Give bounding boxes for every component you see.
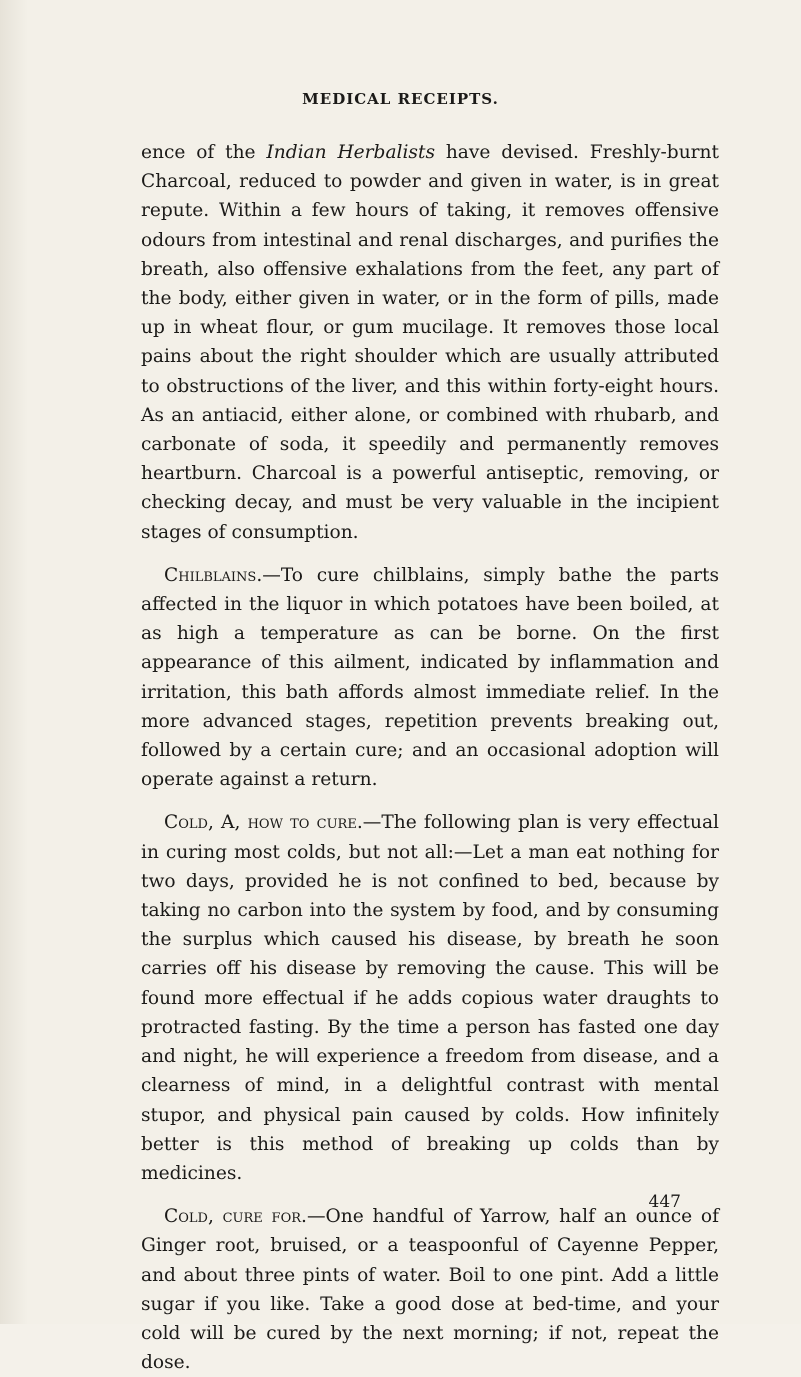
paragraph-charcoal-pre: ence of the: [141, 142, 267, 163]
page-edge-shadow: [0, 0, 28, 1324]
paragraph-charcoal-post: have devised. Freshly-burnt Charcoal, reduced to powder and given in water, is in great repute. Within a few hours of taking, it removes offensive odours from intestinal and renal discharges, and purifies the breath, also offensive exhalations from the feet, any part of the body, either given in water, or in the form of pills, made up in wheat flour, or gum mucilage. It removes those local pains about the right shoulder which are usually attributed to obstructions of the liver, and this within forty-eight hours. As an antiacid, either alone, or combined with rhubarb, and carbonate of soda, it speedily and permanently removes heartburn. Charcoal is a powerful antiseptic, removing, or checking decay, and must be very valuable in the incipient stages of consumption.: [141, 142, 720, 543]
body-text: [141, 138, 719, 1377]
page-number: 447: [648, 1192, 681, 1212]
cold-cure-for-heading: Cold, cure for.: [164, 1206, 307, 1228]
running-title: MEDICAL RECEIPTS.: [302, 90, 499, 108]
cold-how-to-cure-heading: Cold, A, how to cure.: [164, 812, 363, 834]
paragraph-cold-how-to-cure: [141, 808, 719, 1188]
indian-herbalists-italic: Indian Herbalists: [266, 142, 435, 163]
chilblains-heading: Chilblains.: [164, 564, 263, 586]
paragraph-chilblains: [141, 561, 719, 795]
cold-how-to-cure-body: —The following plan is very effectual in curing most colds, but not all:—Let a man eat nothing for two days, provided he is not confined to bed, because by taking no carbon into the system by food, and by consuming the surplus which caused his disease, by breath he soon carries off his disease by removing the cause. This will be found more effectual if he adds copious water draughts to protracted fasting. By the time a person has fasted one day and night, he will experience a freedom from disease, and a clearness of mind, in a delightful contrast with mental stupor, and physical pain caused by colds. How infinitely better is this method of breaking up colds than by medicines.: [141, 812, 720, 1184]
chilblains-body: —To cure chilblains, simply bathe the parts affected in the liquor in which potatoes have been boiled, at as high a temperature as can be borne. On the first appearance of this ailment, indicated by inflammation and irritation, this bath affords almost immediate relief. In the more advanced stages, repetition prevents breaking out, followed by a certain cure; and an occasional adoption will operate against a return.: [141, 564, 719, 791]
paragraph-cold-cure-for: [141, 1202, 719, 1377]
paragraph-charcoal: [141, 138, 719, 547]
cold-cure-for-body: —One handful of Yarrow, half an ounce of Ginger root, bruised, or a teaspoonful of Cayenne Pepper, and about three pints of water. Boil to one pint. Add a little sugar if you like. Take a good dose at bed-time, and your cold will be cured by the next morning; if not, repeat the dose.: [141, 1206, 719, 1374]
